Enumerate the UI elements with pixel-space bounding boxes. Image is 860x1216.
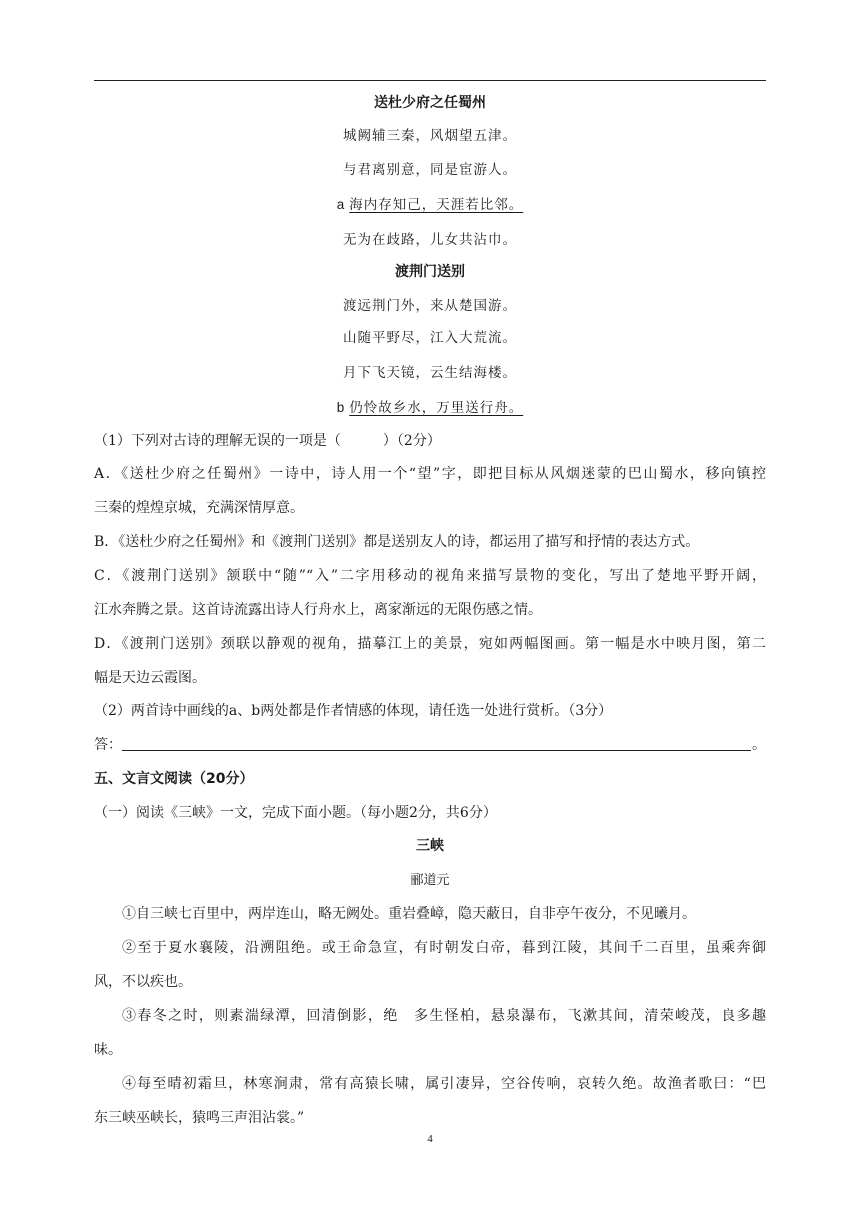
poem2-marked-line	[94, 396, 766, 416]
marker-b: b	[336, 400, 346, 415]
paragraph-4-line2: 东三峡巫峡长，猿鸣三声泪沾裳。”	[94, 1110, 305, 1126]
q2-answer-row	[94, 734, 766, 754]
q1-option-d-line1: D．《渡荆门送别》颈联以静观的视角，描摹江上的美景，宛如两幅图画。第一幅是水中映月图，第二	[94, 636, 766, 652]
answer-end-mark: 。	[752, 737, 766, 753]
poem2-line-1: 渡远荆门外，来从楚国游。	[343, 298, 517, 314]
q1-option-d-line2: 幅是天边云霞图。	[94, 670, 206, 686]
poem1-line-1: 城阙辅三秦，风烟望五津。	[343, 128, 517, 144]
poem1-line-2: 与君离别意，同是宦游人。	[343, 162, 517, 178]
section-heading: 五、文言文阅读（20分）	[94, 771, 254, 787]
q1-option-c-line2: 江水奔腾之景。这首诗流露出诗人行舟水上，离家渐远的无限伤感之情。	[94, 602, 542, 618]
q1-option-c-line1: C．《渡荆门送别》颔联中“随”“入”二字用移动的视角来描写景物的变化，写出了楚地平野开阔，	[94, 568, 766, 584]
q2-stem: （2）两首诗中画线的a、b两处都是作者情感的体现，请任选一处进行赏析。（3分）	[94, 703, 613, 719]
poem1-marked-line	[94, 193, 766, 213]
section-sub-instruction: （一）阅读《三峡》一文，完成下面小题。（每小题2分，共6分）	[94, 805, 497, 821]
passage-author: 郦道元	[410, 873, 450, 888]
paragraph-3-line1: ③春冬之时，则素湍绿潭，回清倒影，绝 多生怪柏，悬泉瀑布，飞漱其间，清荣峻茂，良多趣	[122, 1008, 766, 1024]
paragraph-4-line1: ④每至晴初霜旦，林寒涧肃，常有高猿长啸，属引凄异，空谷传响，哀转久绝。故渔者歌曰：“巴	[122, 1076, 766, 1092]
poem1-line-4: 无为在歧路，儿女共沾巾。	[343, 232, 517, 248]
poem2-line-2: 山随平野尽，江入大荒流。	[343, 330, 517, 346]
poem2-line-3: 月下飞天镜，云生结海楼。	[343, 365, 517, 381]
poem2-title: 渡荆门送别	[395, 264, 465, 280]
paragraph-1: ①自三峡七百里中，两岸连山，略无阙处。重岩叠嶂，隐天蔽日，自非亭午夜分，不见曦月。	[122, 906, 696, 922]
poem1-title: 送杜少府之任蜀州	[374, 95, 486, 111]
paragraph-2-line2: 风，不以疾也。	[94, 974, 192, 990]
paragraph-2-line1: ②至于夏水襄陵，沿溯阻绝。或王命急宣，有时朝发白帝，暮到江陵，其间千二百里，虽乘奔御	[122, 940, 766, 956]
underlined-line-b: 仍怜故乡水，万里送行舟。	[349, 400, 524, 416]
q1-option-a-line2: 三秦的煌煌京城，充满深情厚意。	[94, 500, 304, 516]
passage-title: 三峡	[416, 838, 444, 854]
answer-label: 答：	[94, 737, 122, 753]
paragraph-3-line2: 味。	[94, 1042, 122, 1058]
q1-stem: （1）下列对古诗的理解无误的一项是（ ）（2分）	[94, 433, 441, 449]
q1-option-a-line1: A．《送杜少府之任蜀州》一诗中，诗人用一个“望”字，即把目标从风烟迷蒙的巴山蜀水，移向镇控	[94, 466, 766, 482]
header-rule	[94, 80, 766, 81]
underlined-line-a: 海内存知己，天涯若比邻。	[349, 197, 524, 213]
marker-a: a	[336, 197, 346, 212]
page-number: 4	[427, 1133, 433, 1145]
q1-option-b: B．《送杜少府之任蜀州》和《渡荆门送别》都是送别友人的诗，都运用了描写和抒情的表达方式。	[94, 534, 700, 550]
answer-blank-line[interactable]	[122, 736, 751, 751]
